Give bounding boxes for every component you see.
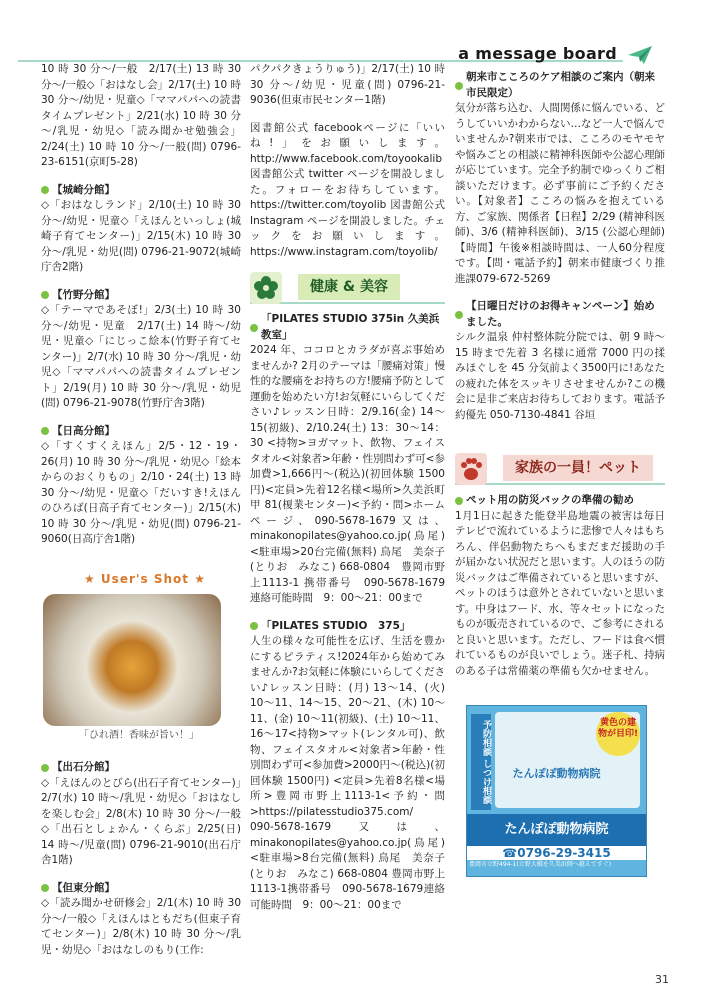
section-text: ◇「読み聞かせ研修会」2/1(木) 10 時 30 分～/一般◇「えほんはともだち(但東子育てセンター)」2/8(木) 10 時 30 分～/乳児・幼児◇「おはなしのもり(工作: [41,897,241,956]
column-1 [41,62,241,548]
section-heading: 【城崎分館】 [41,183,241,199]
bullet-dot-icon [250,622,258,630]
ad-badge: 黄色の建物が目印! [596,712,640,756]
ad-band-name: たんぽぽ動物病院 [467,814,646,846]
column-3 [455,62,665,679]
section-text: シルク温泉 仲村整体院分院では、朝 9 時～15 時まで先着 3 名様に通常 7000 円の揉みほぐしを 45 分気前よく3500円に!あなたの疲れた体をスッキリさせませんか?この機会に是非ご来店お待ちしております。電話予約優先 050-7130-4841 谷垣 [455,331,665,421]
category-header-pet [455,453,665,485]
section-heading: 【出石分館】 [41,760,241,776]
page-header [0,22,705,63]
library-intro-text: パクパクきょうりゅう)」2/17(土) 10 時 30 分～/幼児・児童(問) 0796-21-9036(但東市民センター1階) [250,63,445,106]
column-2 [250,62,445,913]
section-heading: 朝来市こころのケア相談のご案内（朝来市民限定） [455,70,665,101]
category-header-health [250,272,445,304]
section-text: ◇「えほんのとびら(出石子育てセンター)」2/7(水) 10 時～/乳児・幼児◇「おはなしを楽しむ会」2/8(木) 10 時 30 分～/一般◇「出石としょかん・くらぶ」2/25(日) 14 時～/児童(問) 0796-21-9010(出石庁舎1階) [41,776,241,866]
users-shot-photo [43,594,221,726]
bullet-dot-icon [455,497,463,505]
section-text: 人生の様々な可能性を広げ、生活を豊かにするピラティス!2024年から始めてみませんか?お気軽に体験にいらしてください♪レッスン日時：(月) 13～14、(火) 10～11、14～15、20～21、(木) 10～11、(金) 10～11(初級)、(土) 10～11、16～17<持物>マット(レンタル可)、飲物、フェイスタオル<対象者>年齢・性別問わず可<参加費>2000円～(税込)(初回体験 1500円) <定員>先着8名様<場所>豊岡市野上1113-1<予約・問>https://pilatesstudio375.com/ 090-5678-1679又は、minakonopilates@yahoo.co.jp(鳥尾)<駐車場>8台完備(無料) 鳥尾 美奈子(とりお みなこ) 668-0804 豊岡市野上1113-1携帯番号 090-5678-1679連絡可能時間 9：00～21：00まで [250,635,445,911]
section-heading: 【竹野分館】 [41,288,241,304]
ad-address: 豊岡市立野494-1(立野大橋を久美浜側へ越えてすぐ) [469,861,612,868]
column-1-lower [41,748,241,958]
bullet-dot-icon [41,884,49,892]
bullet-dot-icon [250,324,258,332]
flower-icon [250,272,282,304]
section-text: ◇「すくすくえほん」2/5・12・19・26(月) 10 時 30 分～/乳児・幼児◇「絵本からのおくりもの」2/10・24(土) 13 時 30 分～/幼児・児童◇「だいすき!えほんのひろば(日高子育てセンター)」2/15(木) 10 時 30 分～/乳児・幼児(問) 0796-21-9060(日高庁舎1階) [41,440,241,545]
section-text: 1月1日に起きた能登半島地震の被害は毎日テレビで流れているように悲惨で人々はもちろん、伴侶動物たちへもまだまだ援助の手が届かない状況だと思います。人のほうの防災バックはご準備されていると思いますが、ペットのほうは意外とされていないと思います。中身はフード、水、等々セットになったものが販売されているので、ご参考にされると良いと思います。ただし、フードは食べ慣れているものが良いでしょう。迷子札、持病のある子は常備薬の準備も欠かせません。 [455,509,665,677]
clinic-advertisement [466,705,647,877]
bullet-dot-icon [41,427,49,435]
header-title: a message board [458,44,617,63]
ad-clinic-name: たんぽぽ動物病院 [512,767,601,780]
section-heading: 【日高分館】 [41,424,241,440]
section-text: 気分が落ち込む、人間関係に悩んでいる、どうしていいかわからない…など一人で悩んでいませんか?朝来市では、こころのモヤモヤや悩みごとの相談に精神科医師や公認心理師が応じています。完全予約制でゆっくりご相談いただけます。必ず事前にご予約ください。【対象者】こころの悩みを抱えている方、ご家族、関係者【日程】2/29 (精神科医師)、3/6 (精神科医師)、3/15 (公認心理師)【時間】午後※相談時間は、一人60分程度です。【問・電話予約】朝来市健康づくり推進課079-672-5269 [455,102,665,285]
bullet-dot-icon [455,82,463,90]
category-title: 家族の一員！ペット [503,455,653,481]
section-heading: 「PILATES STUDIO 375」 [250,619,445,635]
section-heading: 【日曜日だけのお得キャンペーン】始めました。 [455,299,665,330]
bullet-dot-icon [41,764,49,772]
section-text: 2024 年、ココロとカラダが喜ぶ事始めませんか? 2月のテーマは「腰痛対策」慢性的な腰痛をお持ちの方!腰痛予防として運動を始めたい方!お気軽にいらしてください♪レッスン日時：2/9.16(金) 14～15(初級)、2/10.24(土) 13：30～14：30 <持物>ヨガマット、飲物、フェイスタオル<対象者>年齢・性別問わず可<参加費>1,666円～(税込)(初回体験 1500円)<定員>先着12名様<場所>久美浜町甲 81(榎業センター)<予約・問>ホームページ、090-5678-1679又は、minakonopilates@yahoo.co.jp(鳥尾)<駐車場>20台完備(無料) 鳥尾 美奈子(とりお みなこ) 668-0804 豊岡市野上1113-1 携帯番号 090-5678-1679 連絡可能時間 9：00～21：00まで [250,344,445,604]
section-heading: ペット用の防災バックの準備の勧め [455,493,665,509]
bullet-dot-icon [41,186,49,194]
ad-telephone: ☎0796-29-3415 [467,846,646,860]
page-number: 31 [655,973,669,986]
photo-caption: 「ひれ酒！香味が旨い！」 [79,730,199,741]
section-heading: 「PILATES STUDIO 375in 久美浜教室」 [250,312,445,343]
library-sns-text: 図書館公式 facebookページに「いいね!」をお願いします。http://www.facebook.com/toyookalib 図書館公式 twitter ページを開設しました。フォローをお待ちしています。https://twitter.com/toyolib 図書館公式 Instagram ページを開設しました。チェックをお願いします。https://www.instagram.com/toyolib/ [250,121,445,258]
paw-icon [455,453,487,485]
section-text: ◇「テーマであそぼ!」2/3(土) 10 時 30 分～/幼児・児童 2/17(土) 14 時～/幼児・児童◇「にじっこ絵本(竹野子育てセンター)」2/7(水) 10 時 30 分～/乳児・幼児◇「ママパパへの読書タイムプレゼント」2/19(月) 10 時 30 分～/乳児・幼児(問) 0796-21-9078(竹野庁舎3階) [41,304,241,409]
users-shot-title: ★ User's Shot ★ [84,572,206,586]
ad-vertical-label: 予防相談 しつけ相談 [471,714,491,810]
section-text: ◇「おはなしランド」2/10(土) 10 時 30 分～/幼児・児童◇「えほんといっしょ(城崎子育てセンター)」2/15(木) 10 時 30 分～/乳児・幼児(問) 0796-21-9072(城崎庁舎2階) [41,199,241,273]
bullet-dot-icon [41,291,49,299]
bullet-dot-icon [455,311,463,319]
category-title: 健康 & 美容 [298,274,400,300]
section-heading: 【但東分館】 [41,881,241,897]
library-intro-text: 10 時 30 分～/一般 2/17(土) 13 時 30 分～/一般◇「おはなし会」2/17(土) 10 時 30 分～/幼児・児童◇「ママパパへの読書タイムプレゼント」2/21(水) 10 時 30 分～/乳児・幼児◇「読み聞かせ勉強会」2/24(土) 10 時 10 分～/一般(問) 0796-23-6151(京町5-28) [41,63,241,168]
